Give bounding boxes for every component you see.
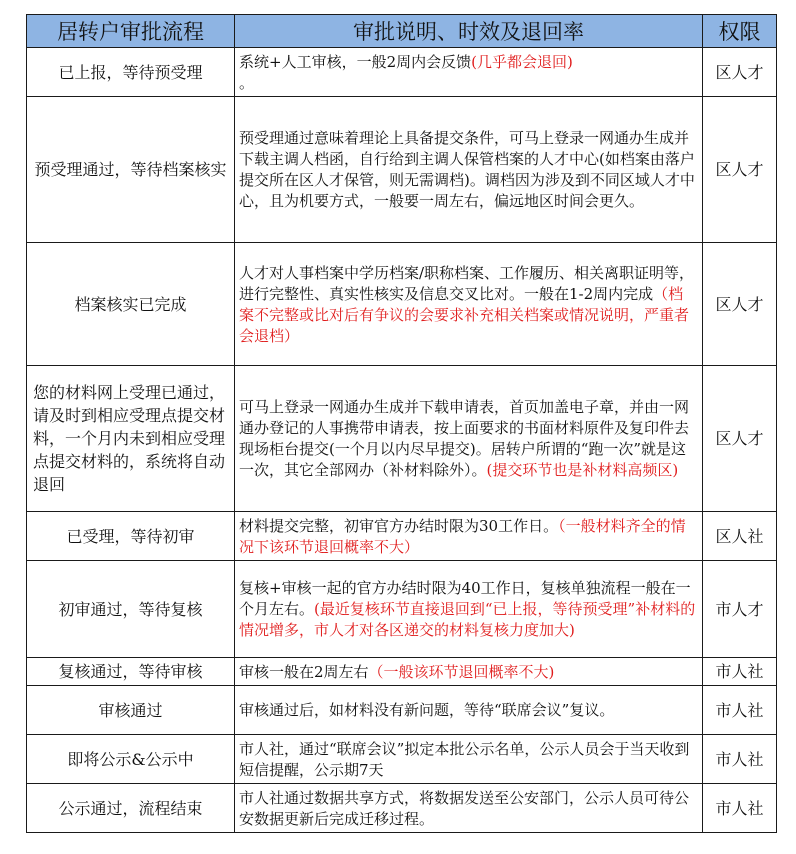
authority-cell: 市人社 bbox=[703, 735, 777, 784]
return-rate-note: (几乎都会退回) bbox=[471, 52, 573, 71]
table-row bbox=[27, 735, 777, 784]
description-cell bbox=[235, 243, 703, 366]
description-cell bbox=[235, 686, 703, 735]
description-text: 审核一般在2周左右 bbox=[239, 662, 369, 681]
description-cell bbox=[235, 658, 703, 686]
header-row bbox=[27, 15, 777, 48]
authority-cell: 区人社 bbox=[703, 512, 777, 561]
description-cell bbox=[235, 366, 703, 512]
authority-cell: 市人社 bbox=[703, 784, 777, 833]
stage-cell: 复核通过，等待审核 bbox=[27, 658, 235, 686]
authority-cell: 市人才 bbox=[703, 561, 777, 658]
return-rate-note: （一般材料齐全的情况下该环节退回概率不大） bbox=[239, 516, 686, 556]
table-row bbox=[27, 561, 777, 658]
authority-cell: 区人才 bbox=[703, 48, 777, 97]
description-text: 人才对人事档案中学历档案/职称档案、工作履历、相关离职证明等，进行完整性、真实性核实及信息交叉比对。一般在1-2周内完成 bbox=[239, 263, 695, 303]
stage-cell: 已受理，等待初审 bbox=[27, 512, 235, 561]
table-row bbox=[27, 366, 777, 512]
description-text: 系统+人工审核，一般2周内会反馈 bbox=[239, 52, 472, 71]
authority-cell: 区人才 bbox=[703, 97, 777, 243]
return-rate-note: (提交环节也是补材料高频区) bbox=[486, 461, 679, 479]
authority-cell: 市人社 bbox=[703, 658, 777, 686]
return-rate-note: （一般该环节退回概率不大) bbox=[368, 662, 555, 681]
authority-cell: 市人社 bbox=[703, 686, 777, 735]
table-row bbox=[27, 686, 777, 735]
table-row bbox=[27, 48, 777, 97]
description-cell bbox=[235, 512, 703, 561]
stage-cell: 即将公示&公示中 bbox=[27, 735, 235, 784]
stage-cell: 档案核实已完成 bbox=[27, 243, 235, 366]
stage-cell: 预受理通过，等待档案核实 bbox=[27, 97, 235, 243]
table-row bbox=[27, 243, 777, 366]
header-stage: 居转户审批流程 bbox=[27, 15, 235, 48]
description-text: 材料提交完整，初审官方办结时限为30工作日。 bbox=[239, 516, 559, 535]
description-text: 审核通过后，如材料没有新问题，等待“联席会议”复议。 bbox=[239, 701, 615, 719]
table-row bbox=[27, 658, 777, 686]
description-tail: 。 bbox=[239, 73, 255, 92]
description-text: 市人社，通过“联席会议”拟定本批公示名单，公示人员会于当天收到短信提醒，公示期7天 bbox=[239, 739, 690, 779]
table-row bbox=[27, 97, 777, 243]
stage-cell: 已上报，等待预受理 bbox=[27, 48, 235, 97]
process-table-wrapper bbox=[26, 14, 777, 833]
header-description: 审批说明、时效及退回率 bbox=[235, 15, 703, 48]
approval-process-table bbox=[26, 14, 777, 833]
stage-cell: 公示通过，流程结束 bbox=[27, 784, 235, 833]
header-authority: 权限 bbox=[703, 15, 777, 48]
description-cell bbox=[235, 48, 703, 97]
description-text: 预受理通过意味着理论上具备提交条件，可马上登录一网通办生成并下载主调人档函，自行给到主调人保管档案的人才中心(如档案由落户提交所在区人才保管，则无需调档)。调档因为涉及到不同区域人才中心，且为机要方式，一般要一周左右，偏远地区时间会更久。 bbox=[239, 129, 695, 210]
description-cell bbox=[235, 784, 703, 833]
description-text: 可马上登录一网通办生成并下载申请表，首页加盖电子章，并由一网通办登记的人事携带申请表，按上面要求的书面材料原件及复印件去现场柜台提交(一个月以内尽早提交)。居转户所谓的“跑一次”就是这一次，其它全部网办（补材料除外）。 bbox=[239, 398, 690, 479]
description-cell bbox=[235, 735, 703, 784]
description-text: 复核+审核一起的官方办结时限为40工作日，复核单独流程一般在一个月左右。 bbox=[239, 579, 691, 618]
authority-cell: 区人才 bbox=[703, 243, 777, 366]
stage-cell: 初审通过，等待复核 bbox=[27, 561, 235, 658]
stage-cell: 您的材料网上受理已通过，请及时到相应受理点提交材料，一个月内未到相应受理点提交材料的，系统将自动退回 bbox=[27, 366, 235, 512]
table-row bbox=[27, 784, 777, 833]
return-rate-note: （档案不完整或比对后有争议的会要求补充相关档案或情况说明，严重者会退档） bbox=[239, 284, 690, 345]
description-cell bbox=[235, 97, 703, 243]
stage-cell: 审核通过 bbox=[27, 686, 235, 735]
return-rate-note: (最近复核环节直接退回到“已上报，等待预受理”补材料的情况增多，市人才对各区递交的材料复核力度加大) bbox=[239, 600, 696, 639]
description-text: 市人社通过数据共享方式，将数据发送至公安部门，公示人员可待公安数据更新后完成迁移过程。 bbox=[239, 788, 690, 828]
table-row bbox=[27, 512, 777, 561]
description-cell bbox=[235, 561, 703, 658]
authority-cell: 区人才 bbox=[703, 366, 777, 512]
